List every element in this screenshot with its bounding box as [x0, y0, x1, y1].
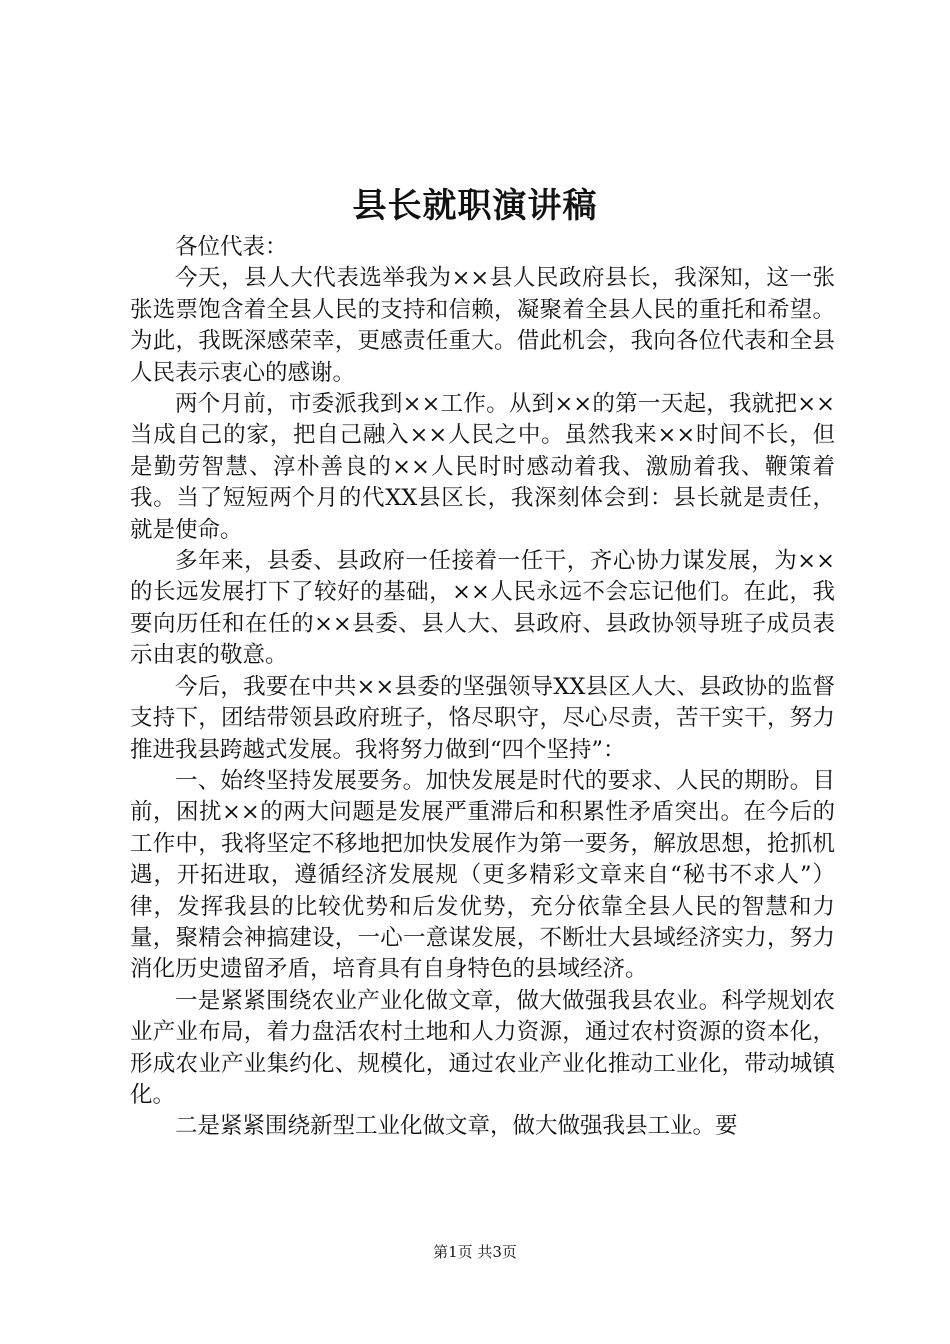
- body-paragraph: 多年来，县委、县政府一任接着一任干，齐心协力谋发展，为××的长远发展打下了较好的基础，××人民永远不会忘记他们。在此，我要向历任和在任的××县委、县人大、县政府、县政协领导班子成员表示由衷的敬意。: [130, 548, 835, 669]
- body-paragraph: 二是紧紧围绕新型工业化做文章，做大做强我县工业。要: [175, 1113, 738, 1140]
- document-title: 县长就职演讲稿: [352, 186, 598, 226]
- body-paragraph: 两个月前，市委派我到××工作。从到××的第一天起，我就把××当成自己的家，把自己融入××人民之中。虽然我来××时间不长，但是勤劳智慧、淳朴善良的××人民时时感动着我、激励着我、鞭策着我。当了短短两个月的代XX县区长，我深刻体会到：县长就是责任，就是使命。: [130, 391, 835, 543]
- page-footer: 第1页 共3页: [433, 1243, 517, 1261]
- body-paragraph: 今天，县人大代表选举我为××县人民政府县长，我深知，这一张张选票饱含着全县人民的支持和信赖，凝聚着全县人民的重托和希望。为此，我既深感荣幸，更感责任重大。借此机会，我向各位代表和全县人民表示衷心的感谢。: [130, 265, 835, 386]
- body-paragraph: 今后，我要在中共××县委的坚强领导XX县区人大、县政协的监督支持下，团结带领县政府班子，恪尽职守，尽心尽责，苦干实干，努力推进我县跨越式发展。我将努力做到“四个坚持”：: [130, 673, 835, 763]
- body-paragraph: 一、始终坚持发展要务。加快发展是时代的要求、人民的期盼。目前，困扰××的两大问题是发展严重滞后和积累性矛盾突出。在今后的工作中，我将坚定不移地把加快发展作为第一要务，解放思想，抢抓机遇，开拓进取，遵循经济发展规（更多精彩文章来自“秘书不求人”）律，发挥我县的比较优势和后发优势，充分依靠全县人民的智慧和力量，聚精会神搞建设，一心一意谋发展，不断壮大县域经济实力，努力消化历史遗留矛盾，培育具有自身特色的县域经济。: [130, 767, 835, 983]
- body-paragraph: 一是紧紧围绕农业产业化做文章，做大做强我县农业。科学规划农业产业布局，着力盘活农村土地和人力资源，通过农村资源的资本化，形成农业产业集约化、规模化，通过农业产业化推动工业化，带动城镇化。: [130, 987, 835, 1108]
- salutation: 各位代表：: [175, 234, 288, 260]
- document-body: [130, 232, 835, 1143]
